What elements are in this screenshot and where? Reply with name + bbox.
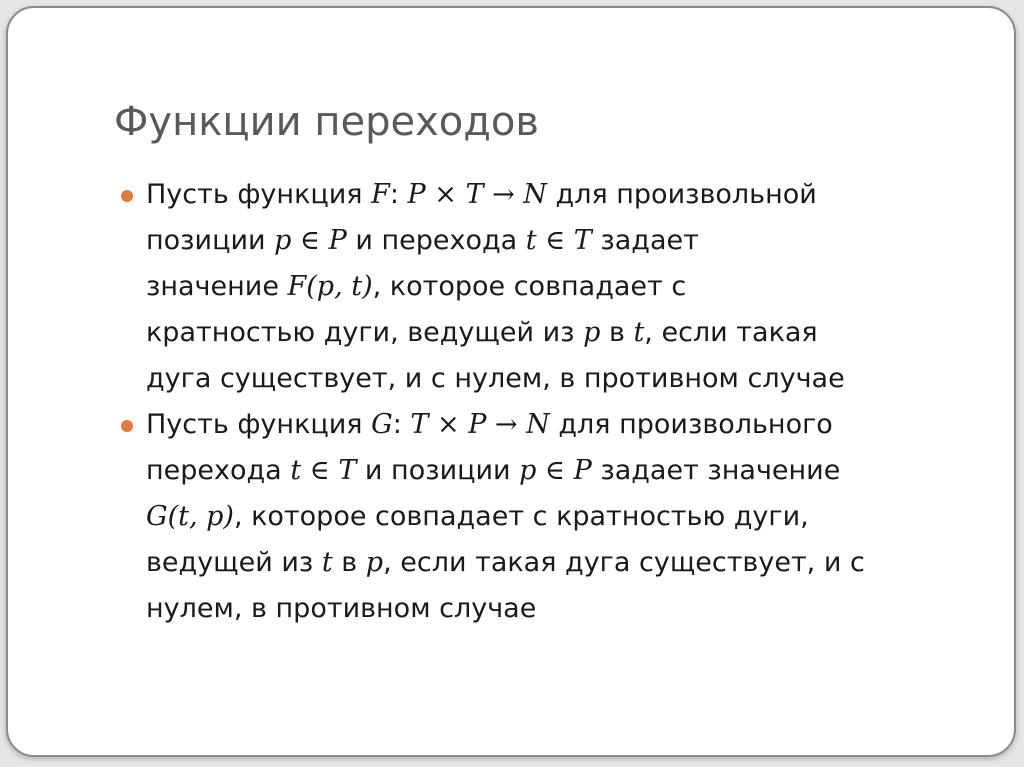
- math-expression: P × T → N: [407, 179, 547, 210]
- math-expression: t: [633, 317, 645, 348]
- text-segment: Пусть функция: [146, 179, 372, 210]
- math-expression: G(t, p): [146, 501, 234, 532]
- text-segment: дуга существует, и с нулем, в противном случае: [146, 363, 845, 394]
- math-expression: T × P → N: [410, 409, 550, 440]
- bullet-line: [146, 540, 966, 586]
- bullet-line: [146, 310, 966, 356]
- bullet-line: [146, 402, 966, 448]
- bullet-dot-icon: [121, 190, 133, 202]
- math-expression: p ∈ P: [274, 225, 347, 256]
- math-expression: p ∈ P: [519, 455, 592, 486]
- bullet-list: [146, 172, 966, 632]
- bullet-line: [146, 264, 966, 310]
- text-segment: для произвольного: [549, 409, 833, 440]
- bullet-line: [146, 218, 966, 264]
- text-segment: нулем, в противном случае: [146, 593, 537, 624]
- text-segment: в: [600, 317, 634, 348]
- slide: [6, 6, 1016, 757]
- bullet-line: [146, 586, 966, 632]
- math-expression: G: [371, 409, 393, 440]
- text-segment: для произвольной: [546, 179, 817, 210]
- math-expression: p: [365, 547, 384, 578]
- text-segment: ведущей из: [146, 547, 322, 578]
- text-segment: и позиции: [356, 455, 520, 486]
- text-segment: , если такая дуга существует, и с: [383, 547, 865, 578]
- text-segment: и перехода: [346, 225, 526, 256]
- math-expression: t: [321, 547, 333, 578]
- bullet-line: [146, 448, 966, 494]
- math-expression: F: [371, 179, 390, 210]
- text-segment: кратностью дуги, ведущей из: [146, 317, 584, 348]
- slide-title: Функции переходов: [114, 99, 539, 145]
- text-segment: позиции: [146, 225, 275, 256]
- math-expression: F(p, t): [287, 271, 373, 302]
- bullet-line: [146, 172, 966, 218]
- text-segment: в: [332, 547, 366, 578]
- bullet-line: [146, 494, 966, 540]
- text-segment: задает значение: [591, 455, 841, 486]
- math-expression: t ∈ T: [525, 225, 592, 256]
- text-segment: перехода: [146, 455, 291, 486]
- bullet-item: [146, 172, 966, 402]
- text-segment: задает: [591, 225, 699, 256]
- text-segment: :: [392, 409, 411, 440]
- text-segment: , которое совпадает с кратностью дуги,: [233, 501, 809, 532]
- bullet-dot-icon: [121, 420, 133, 432]
- text-segment: :: [389, 179, 408, 210]
- bullet-line: [146, 356, 966, 402]
- math-expression: p: [583, 317, 601, 348]
- text-segment: значение: [146, 271, 288, 302]
- text-segment: Пусть функция: [146, 409, 372, 440]
- text-segment: , если такая: [644, 317, 818, 348]
- bullet-item: [146, 402, 966, 632]
- text-segment: , которое совпадает с: [372, 271, 687, 302]
- math-expression: t ∈ T: [290, 455, 357, 486]
